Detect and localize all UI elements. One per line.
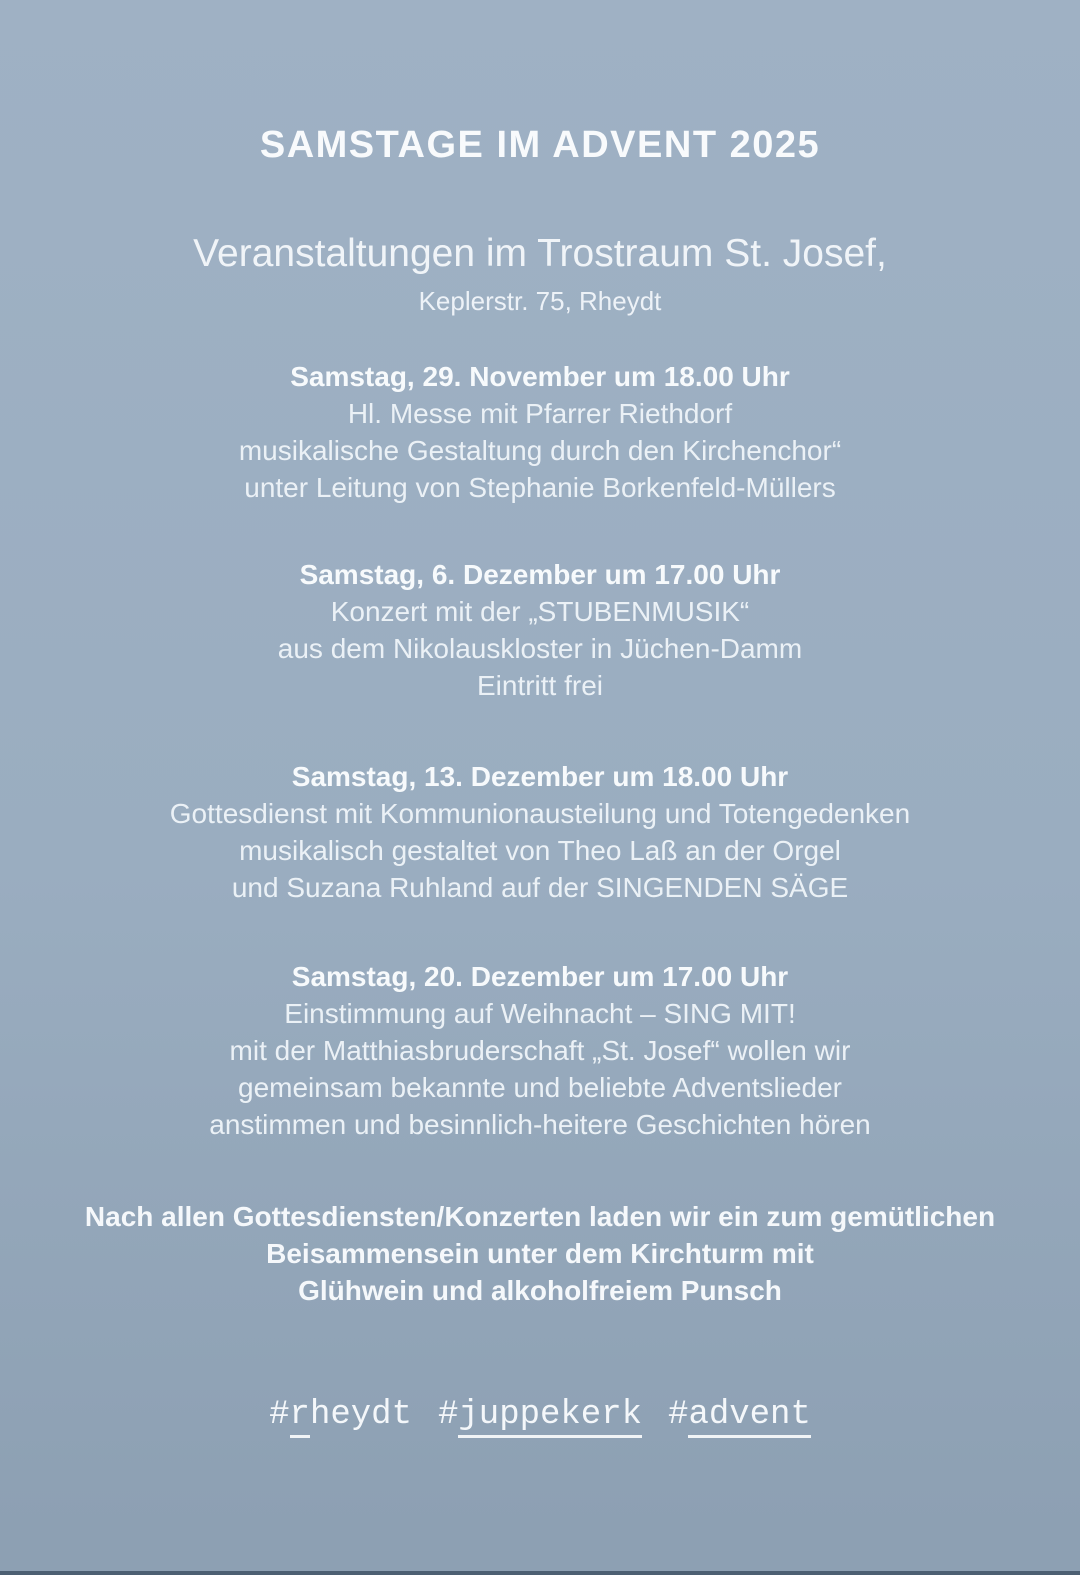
event-detail-line: aus dem Nikolauskloster in Jüchen-Damm <box>277 633 803 664</box>
hashtag-text: advent <box>688 1396 810 1438</box>
hashtag-text: r <box>290 1396 310 1438</box>
event-detail-line: Hl. Messe mit Pfarrer Riethdorf <box>347 398 733 429</box>
venue-address: Keplerstr. 75, Rheydt <box>418 286 662 316</box>
hash-symbol: # <box>668 1396 689 1434</box>
hashtag-text: heydt <box>309 1396 412 1434</box>
bottom-edge-strip <box>0 1571 1080 1575</box>
event-heading: Samstag, 13. Dezember um 18.00 Uhr <box>291 761 789 792</box>
hashtag-rheydt <box>269 1395 412 1435</box>
event-detail-line: Gottesdienst mit Kommunionausteilung und Totengedenken <box>169 798 911 829</box>
footer-invitation <box>0 1198 1080 1309</box>
event-block-dec-13 <box>0 758 1080 906</box>
hashtag-row <box>0 1395 1080 1435</box>
event-detail-line: anstimmen und besinnlich-heitere Geschichten hören <box>209 1109 871 1140</box>
event-detail-line: Einstimmung auf Weihnacht – SING MIT! <box>284 998 796 1029</box>
event-detail-line: Konzert mit der „STUBENMUSIK“ <box>330 596 750 627</box>
event-detail-line: musikalische Gestaltung durch den Kirchenchor“ <box>238 435 842 466</box>
event-block-nov-29 <box>0 358 1080 506</box>
hashtag-juppekerk <box>438 1395 642 1435</box>
hashtag-text: juppekerk <box>458 1396 642 1438</box>
footer-line: Glühwein und alkoholfreiem Punsch <box>298 1275 782 1306</box>
event-detail-line: Eintritt frei <box>476 670 604 701</box>
hashtag-advent <box>668 1395 811 1435</box>
venue-title: Veranstaltungen im Trostraum St. Josef, <box>193 232 887 275</box>
event-detail-line: gemeinsam bekannte und beliebte Adventslieder <box>238 1072 842 1103</box>
footer-line: Beisammensein unter dem Kirchturm mit <box>266 1238 814 1269</box>
event-block-dec-20 <box>0 958 1080 1143</box>
hash-symbol: # <box>437 1396 459 1434</box>
event-detail-line: und Suzana Ruhland auf der SINGENDEN SÄGE <box>231 872 849 903</box>
event-heading: Samstag, 6. Dezember um 17.00 Uhr <box>299 559 781 590</box>
event-detail-line: musikalisch gestaltet von Theo Laß an der Orgel <box>239 835 841 866</box>
page-title: SAMSTAGE IM ADVENT 2025 <box>259 124 821 166</box>
event-heading: Samstag, 29. November um 18.00 Uhr <box>290 361 790 392</box>
event-detail-line: mit der Matthiasbruderschaft „St. Josef“ wollen wir <box>229 1035 851 1066</box>
event-heading: Samstag, 20. Dezember um 17.00 Uhr <box>291 961 789 992</box>
event-detail-line: unter Leitung von Stephanie Borkenfeld-Müllers <box>244 472 836 503</box>
hash-symbol: # <box>269 1396 290 1434</box>
event-block-dec-6 <box>0 556 1080 704</box>
footer-line: Nach allen Gottesdiensten/Konzerten laden wir ein zum gemütlichen <box>84 1201 996 1232</box>
